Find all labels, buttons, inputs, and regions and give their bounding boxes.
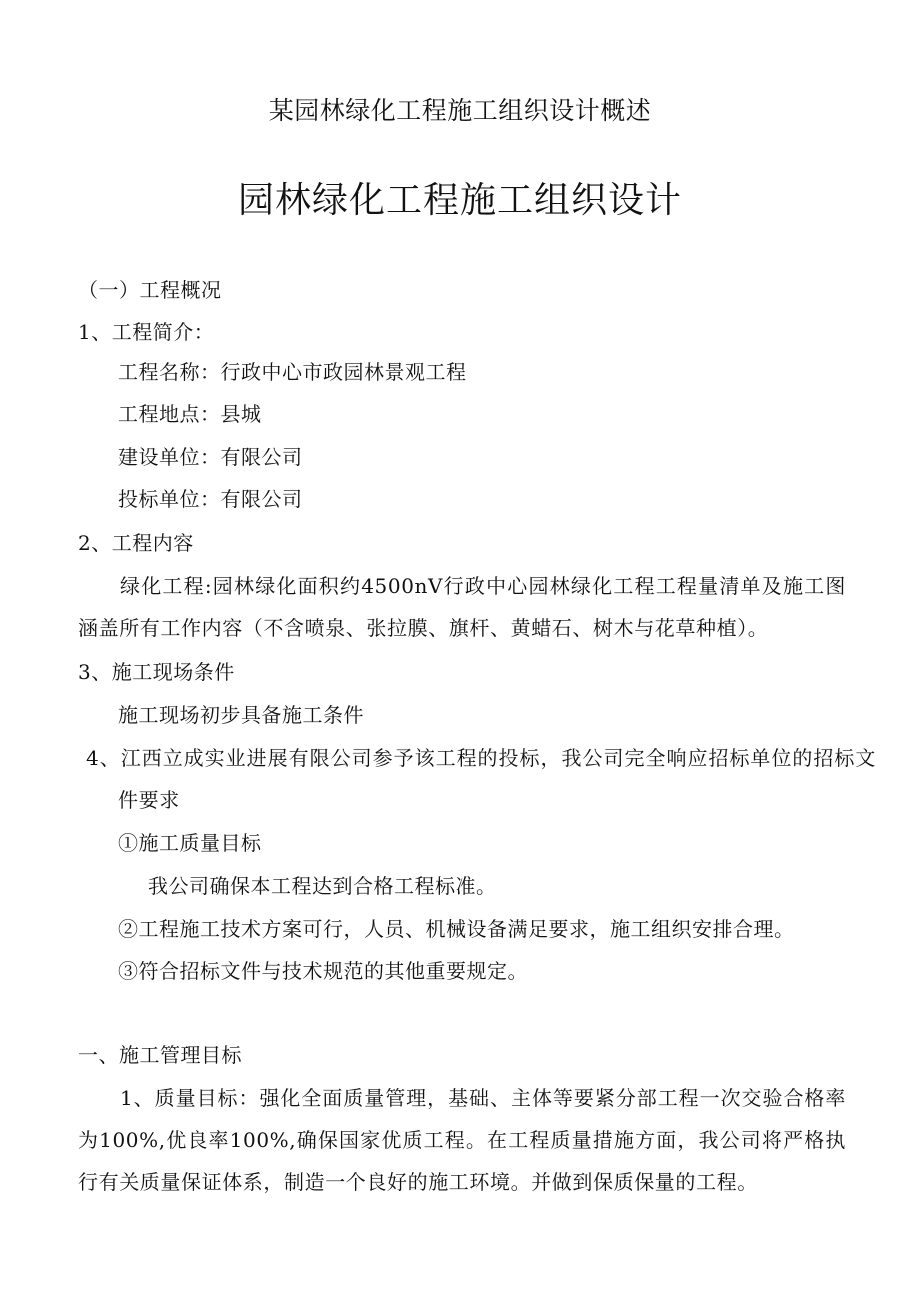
project-name: 工程名称：行政中心市政园林景观工程: [118, 360, 467, 384]
section-overview-heading: （一）工程概况: [78, 278, 222, 302]
document-title: 园林绿化工程施工组织设计: [237, 180, 682, 221]
document-subtitle: 某园林绿化工程施工组织设计概述: [268, 96, 652, 125]
section-management-heading: 一、施工管理目标: [78, 1043, 242, 1067]
intro-heading: 1、工程简介：: [78, 320, 215, 344]
project-location: 工程地点：县城: [118, 402, 262, 426]
quality-target-text: 我公司确保本工程达到合格工程标准。: [148, 874, 497, 898]
site-text: 施工现场初步具备施工条件: [118, 703, 364, 727]
content-heading: 2、工程内容: [78, 531, 194, 555]
content-paragraph: 绿化工程:园林绿化面积约4500nV行政中心园林绿化工程工程量清单及施工图涵盖所有工作内容（不含喷泉、张拉膜、旗杆、黄蜡石、树木与花草种植）。: [78, 574, 846, 640]
project-bidder: 投标单位：有限公司: [118, 487, 303, 511]
quality-target-heading: ①施工质量目标: [118, 831, 262, 855]
technical-plan-item: ②工程施工技术方案可行，人员、机械设备满足要求，施工组织安排合理。: [118, 917, 795, 941]
response-paragraph: 4、江西立成实业进展有限公司参予该工程的投标，我公司完全响应招标单位的招标文件要求: [86, 746, 876, 812]
site-heading: 3、施工现场条件: [78, 660, 235, 684]
project-builder: 建设单位：有限公司: [118, 445, 303, 469]
quality-goal-paragraph: 1、质量目标：强化全面质量管理，基础、主体等要紧分部工程一次交验合格率为100%,优良率100%,确保国家优质工程。在工程质量措施方面，我公司将严格执行有关质量保证体系，制造一个良好的施工环境。并做到保质保量的工程。: [78, 1086, 846, 1194]
compliance-item: ③符合招标文件与技术规范的其他重要规定。: [118, 959, 528, 983]
